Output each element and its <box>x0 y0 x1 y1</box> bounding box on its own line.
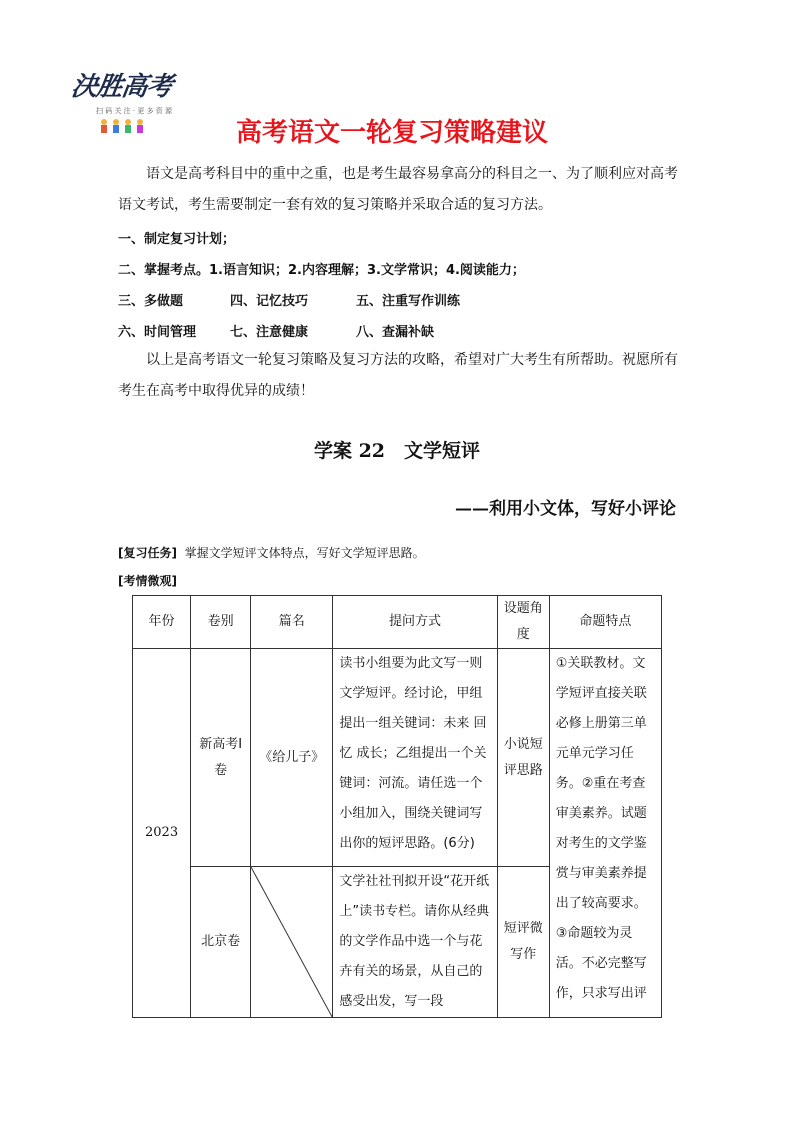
strategy-item: 五、注重写作训练 <box>356 294 461 309</box>
cell-paper: 北京卷 <box>191 867 251 1018</box>
header-paper: 卷别 <box>191 596 251 649</box>
page-title: 高考语文一轮复习策略建议 <box>236 118 549 148</box>
review-task <box>118 544 425 561</box>
strategy-line-3 <box>118 290 460 309</box>
strategy-item: 三、多做题 <box>118 294 184 309</box>
review-task-text: 掌握文学短评文体特点，写好文学短评思路。 <box>184 546 425 560</box>
header-title: 篇名 <box>251 596 333 649</box>
cell-features: ①关联教材。文学短评直接关联必修上册第三单元单元学习任务。②重在考查审美素养。试题对考生的文学鉴赏与审美素养提出了较高要求。③命题较为灵活。不必完整写作，只求写出评 <box>549 649 661 1018</box>
strategy-item: 一、制定复习计划； <box>118 232 236 247</box>
intro-paragraph: 语文是高考科目中的重中之重，也是考生最容易拿高分的科目之一、为了顺利应对高考语文考试，考生需要制定一套有效的复习策略并采取合适的复习方法。 <box>118 166 678 213</box>
section-title: 学案 22 文学短评 <box>313 440 481 462</box>
cell-year: 2023 <box>133 649 191 1018</box>
exam-overview-label: [考情微观] <box>118 574 177 588</box>
closing-paragraph: 以上是高考语文一轮复习策略及复习方法的攻略，希望对广大考生有所帮助。祝愿所有考生在高考中取得优异的成绩！ <box>118 352 678 399</box>
review-task-label: [复习任务] <box>118 546 177 560</box>
logo-subtext: 扫 码 关 注 · 更 多 资 源 <box>96 107 173 115</box>
header-question: 提问方式 <box>333 596 497 649</box>
strategy-item: 八、查漏补缺 <box>356 325 435 340</box>
cell-title: 《给儿子》 <box>251 649 333 867</box>
strategy-line-1 <box>118 228 235 247</box>
logo-text: 決胜高考 <box>69 72 174 102</box>
strategy-item: 六、时间管理 <box>118 325 197 340</box>
cell-angle: 小说短评思路 <box>497 649 549 867</box>
header-features: 命题特点 <box>549 596 661 649</box>
cell-question: 读书小组要为此文写一则文学短评。经讨论，甲组提出一组关键词：未来 回忆 成长；乙组提出一个关键词：河流。请任选一个小组加入，围绕关键词写出你的短评思路。(6分) <box>333 649 497 867</box>
cell-title-empty <box>251 867 333 1018</box>
strategy-line-2 <box>118 259 525 278</box>
logo-figures-icon <box>98 118 144 134</box>
strategy-item: 二、掌握考点。1.语言知识；2.内容理解；3.文学常识；4.阅读能力； <box>118 263 525 278</box>
logo <box>69 66 192 142</box>
cell-paper: 新高考Ⅰ卷 <box>191 649 251 867</box>
table-header-row <box>133 596 662 649</box>
header-year: 年份 <box>133 596 191 649</box>
strategy-item: 四、记忆技巧 <box>230 294 309 309</box>
strategy-item: 七、注意健康 <box>230 325 309 340</box>
diagonal-line <box>251 867 332 1017</box>
exam-table <box>132 595 662 1018</box>
cell-angle: 短评微写作 <box>497 867 549 1018</box>
strategy-line-4 <box>118 321 434 340</box>
table-row <box>133 649 662 867</box>
header-angle: 设题角度 <box>497 596 549 649</box>
cell-question: 文学社社刊拟开设“花开纸上”读书专栏。请你从经典的文学作品中选一个与花卉有关的场景，从自己的感受出发，写一段 <box>333 867 497 1018</box>
section-subtitle: ——利用小文体，写好小评论 <box>455 499 676 519</box>
